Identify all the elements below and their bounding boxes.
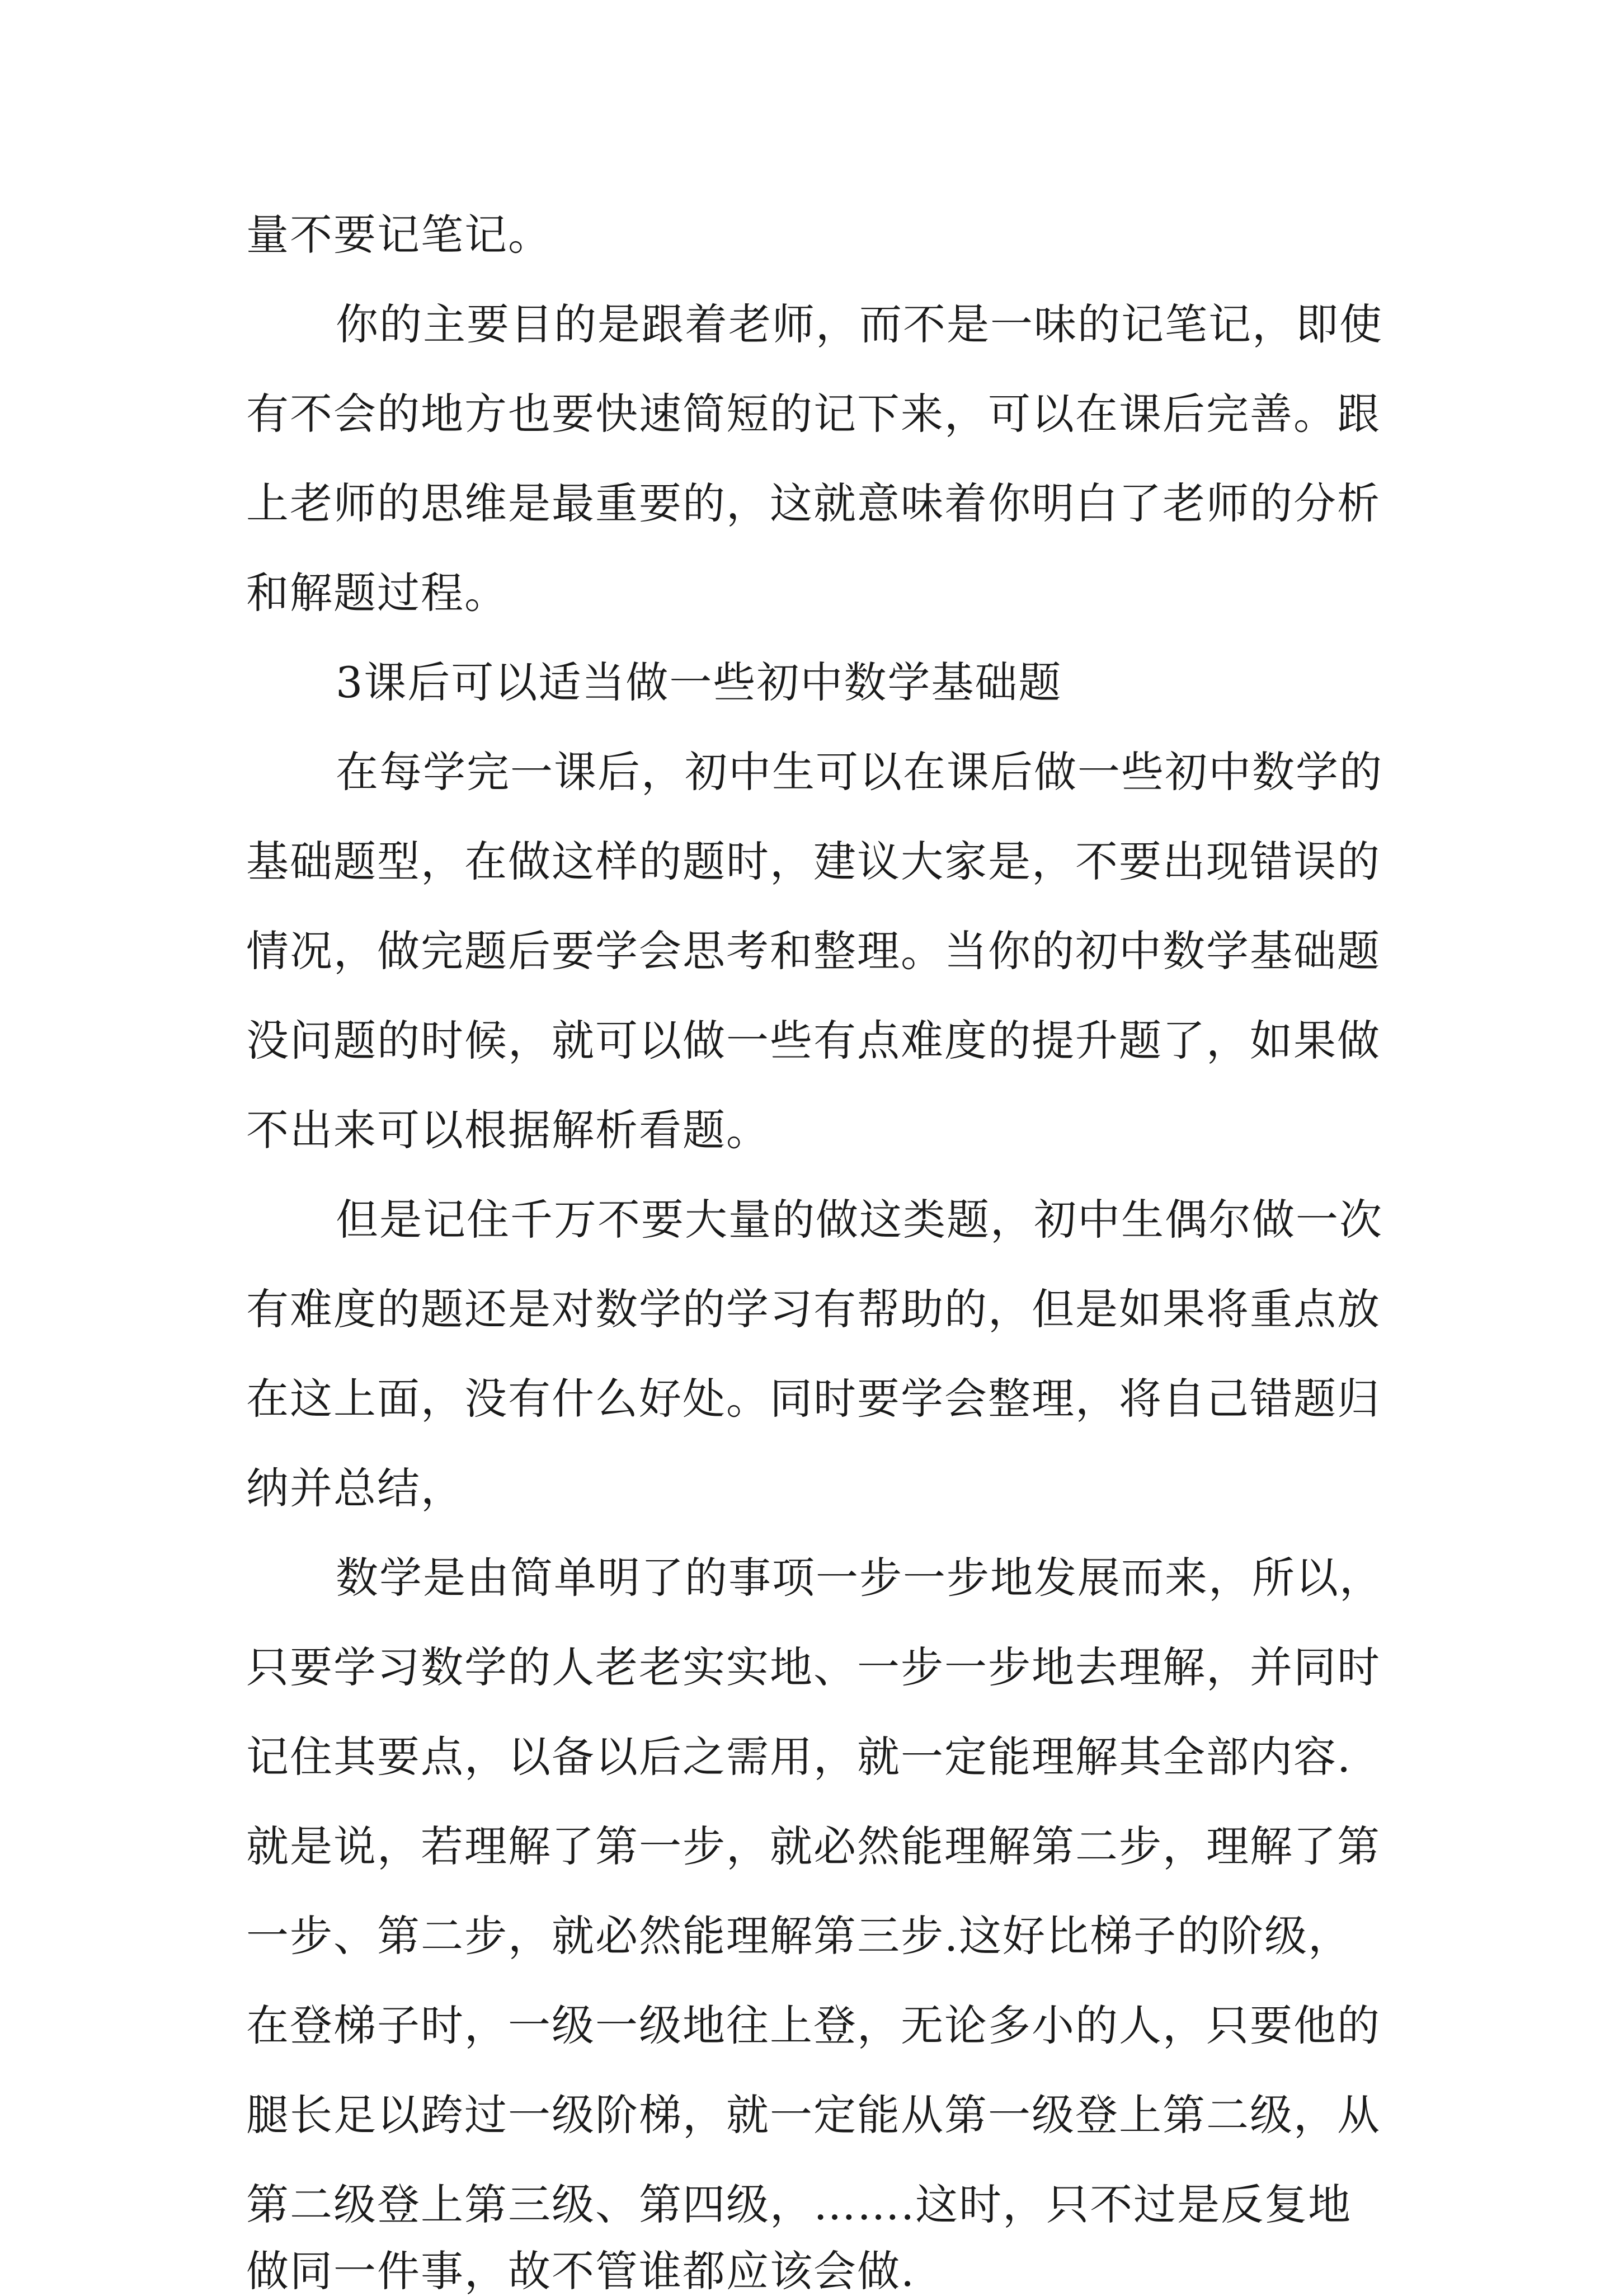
text-line: 量不要记笔记。	[246, 210, 552, 260]
text-line: 你的主要目的是跟着老师，而不是一味的记笔记，即使	[336, 299, 1383, 349]
text-line: 不出来可以根据解析看题。	[246, 1105, 770, 1155]
text-line: 第二级登上第三级、第四级，…….这时，只不过是反复地	[246, 2180, 1352, 2229]
text-line: 在登梯子时，一级一级地往上登，无论多小的人，只要他的	[246, 2001, 1381, 2050]
text-line: 记住其要点，以备以后之需用，就一定能理解其全部内容.	[246, 1732, 1352, 1782]
text-line: 一步、第二步，就必然能理解第三步.这好比梯子的阶级，	[246, 1911, 1352, 1961]
text-line: 只要学习数学的人老老实实地、一步一步地去理解，并同时	[246, 1642, 1381, 1692]
text-line: 就是说，若理解了第一步，就必然能理解第二步，理解了第	[246, 1821, 1381, 1871]
text-line: 没问题的时候，就可以做一些有点难度的提升题了，如果做	[246, 1016, 1381, 1065]
text-line: 上老师的思维是最重要的，这就意味着你明白了老师的分析	[246, 478, 1381, 528]
text-line: 纳并总结，	[246, 1463, 464, 1513]
text-line: 有不会的地方也要快速简短的记下来，可以在课后完善。跟	[246, 389, 1381, 439]
text-line: 在每学完一课后，初中生可以在课后做一些初中数学的	[336, 747, 1383, 797]
text-line: 情况，做完题后要学会思考和整理。当你的初中数学基础题	[246, 926, 1381, 976]
section-heading: 3课后可以适当做一些初中数学基础题	[336, 658, 1062, 707]
text-line: 腿长足以跨过一级阶梯，就一定能从第一级登上第二级，从	[246, 2090, 1381, 2140]
text-line: 但是记住千万不要大量的做这类题，初中生偶尔做一次	[336, 1195, 1383, 1245]
text-line: 做同一件事，故不管谁都应该会做.	[246, 2246, 916, 2296]
text-line: 和解题过程。	[246, 568, 508, 618]
text-line: 有难度的题还是对数学的学习有帮助的，但是如果将重点放	[246, 1284, 1381, 1334]
text-line: 数学是由简单明了的事项一步一步地发展而来，所以，	[336, 1553, 1383, 1603]
text-line: 基础题型，在做这样的题时，建议大家是，不要出现错误的	[246, 837, 1381, 886]
text-line: 在这上面，没有什么好处。同时要学会整理，将自己错题归	[246, 1374, 1381, 1424]
